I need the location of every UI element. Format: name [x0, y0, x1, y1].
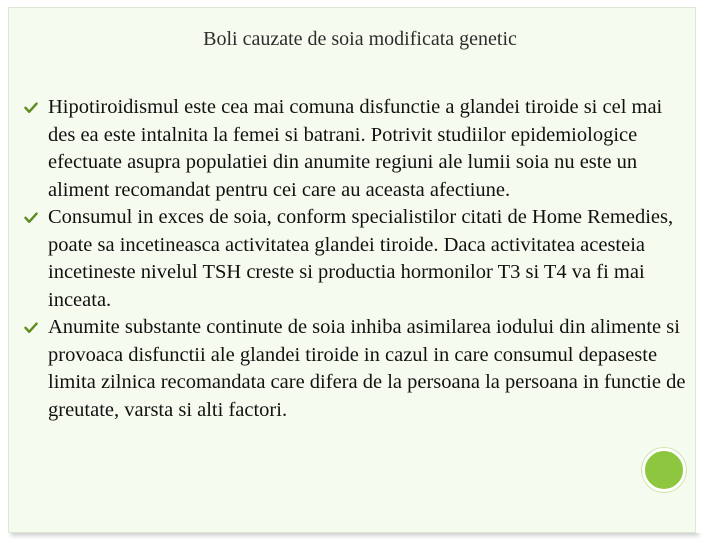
- bullet-item: [24, 94, 694, 204]
- bullet-text: Consumul in exces de soia, conform specialistilor citati de Home Remedies, poate sa incetineasca activitatea glandei tiroide. Daca activitatea acesteia incetineste nivelul TSH creste si productia hormonilor T3 si T4 va fi mai inceata.: [48, 206, 674, 311]
- checkmark-bullet-icon: [24, 314, 48, 342]
- bullet-list: [24, 94, 694, 424]
- slide-right-margin: [696, 7, 720, 533]
- bullet-item: [24, 314, 694, 424]
- checkmark-bullet-icon: [24, 204, 48, 232]
- bullet-text: Anumite substante continute de soia inhiba asimilarea iodului din alimente si provoaca disfunctii ale glandei tiroide in cazul in care consumul depaseste limita zilnica recomandata care difera de la persoana la persoana in functie de greutate, varsta si alti factori.: [48, 316, 686, 421]
- bullet-text: Hipotiroidismul este cea mai comuna disfunctie a glandei tiroide si cel mai des ea este intalnita la femei si batrani. Potrivit studiilor epidemiologice efectuate asupra populatiei din anumite regiuni ale lumii soia nu este un aliment recomandat pentru cei care au aceasta afectiune.: [48, 96, 663, 201]
- bullet-item: [24, 204, 694, 314]
- slide-title: Boli cauzate de soia modificata genetic: [203, 28, 517, 50]
- checkmark-bullet-icon: [24, 94, 48, 122]
- decorative-green-circle: [642, 448, 686, 492]
